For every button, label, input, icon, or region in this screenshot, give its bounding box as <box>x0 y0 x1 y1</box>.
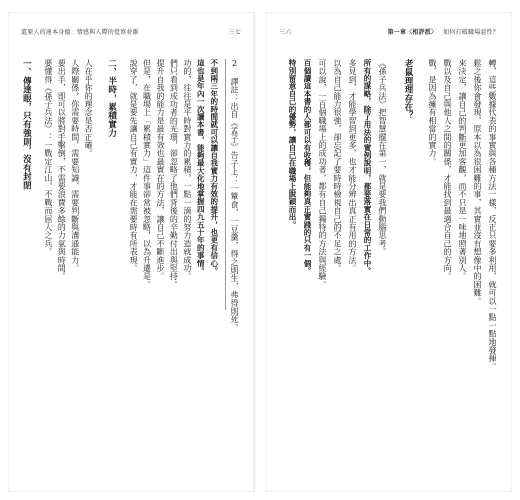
left-page-body <box>21 59 241 477</box>
emphasized-text-line: 特別留意自己的優勢，讓自己在職場上脫穎而出。 <box>288 59 297 229</box>
text-line: 提升自我的能力是最有效也最實在的方法，讓自己不斷進步。 <box>155 59 165 281</box>
paragraph-gap <box>391 59 399 477</box>
footnote-rule <box>225 59 226 310</box>
emphasized-text-line: 這也是年內一次讀本書，能夠最大化地掌握四九五十年的事情。 <box>196 59 206 275</box>
emphasized-text-line: 百個讀這本書的人都可以有收穫，但能夠真正實踐的只有一個。 <box>303 59 312 275</box>
book-spread <box>8 12 512 492</box>
text-line: 要懂得《孫子兵法》：一戰定江山，不戰而屈人之兵。 <box>43 59 53 256</box>
text-line: 們只看到成功者的光環，卻忽略了他們背後的辛勤付出與堅持。 <box>169 59 179 289</box>
text-line: 戰，是因為擁有相當的實力。 <box>428 59 437 166</box>
text-line: 可以說，一百個職場上的成功者，都有自己獨特的方法與經驗。 <box>318 59 327 289</box>
left-page-running-title: 還原人的達本身德：情感與人際的覺察並維 <box>21 28 139 36</box>
paragraph-gap <box>97 59 104 477</box>
text-line: 功的，往往是平時對實力的累積，一點一滴的努力造就成功。 <box>182 59 192 281</box>
emphasized-text-line: 不到兩三年的時間就可以讓自我實力有效的提升，也更有信心。 <box>209 59 219 275</box>
text-line: 但是，在職場上「累積實力」這件事卻常被忽略，以為升遷是。 <box>142 59 152 289</box>
text-line: 人際關係，你需要時間，需要知識、需要判斷與溝通能力。 <box>70 59 80 273</box>
text-line: 要出手，即可以將對手擊倒，不需要浪費多餘的力氣與時間。 <box>57 59 67 281</box>
right-page-header <box>279 25 499 37</box>
right-page-body <box>279 59 499 477</box>
section-heading: 老鼠理理存在？ <box>403 59 413 120</box>
text-line: 來決定，讓自己的判斷更加客觀，而不只是一味地照著別人。 <box>458 59 467 281</box>
left-page-number: 三七 <box>228 28 241 36</box>
text-line: 多見到，才能學習到更多，也才能分辨出真正有用的方法。 <box>348 59 357 273</box>
right-page-running-title: 如何打破職場惡性？ <box>443 28 499 36</box>
text-line: 《孫子兵法》把智慧擺在第一，就是要我們動腦思考。 <box>378 59 387 256</box>
text-line: 說穿了，就是要先讓自己有實力，才能在需要時有所表現。 <box>129 59 139 273</box>
right-page-chapter-label: 第一章〈相評派〉 <box>387 28 438 36</box>
text-line: 戰以及自己與他人之間的關係，才能找到最適合自己的方向。 <box>443 59 452 281</box>
paragraph-gap <box>120 59 127 477</box>
text-line: 以為自己能力很強，卻忘記了要時時檢視自己的不足之處。 <box>333 59 342 273</box>
emphasized-text-line: 所有的謀略，除了用法的實例說明，都要落實在日常的工作中。 <box>363 59 372 275</box>
book-spine <box>254 12 256 492</box>
text-line: 轉，這些數據代表的事實與各種方法一樣，反正只要多利用，就可以一點一點地發揮。 <box>488 59 497 371</box>
right-page-number: 三六 <box>279 28 292 36</box>
section-heading: 二、半時，累積實力 <box>106 59 117 138</box>
section-heading: 一、傳達眼，只有強則，沒有封閉 <box>21 59 32 190</box>
paragraph-gap <box>34 59 41 477</box>
paragraph-gap <box>416 59 424 477</box>
left-page-header <box>21 25 241 37</box>
left-page <box>8 12 254 492</box>
right-page <box>266 12 512 492</box>
text-line: 鬆之後你會發現，原本以為很困難的事，其實並沒有想像中的困難。 <box>473 59 482 305</box>
footnote-line: 2 譯註：出自《孟子》告子上：一簞食，一豆羹，得之則生，弗得則死。 <box>230 59 239 332</box>
text-line: 人在乎你的理念是否正確。 <box>84 59 94 158</box>
